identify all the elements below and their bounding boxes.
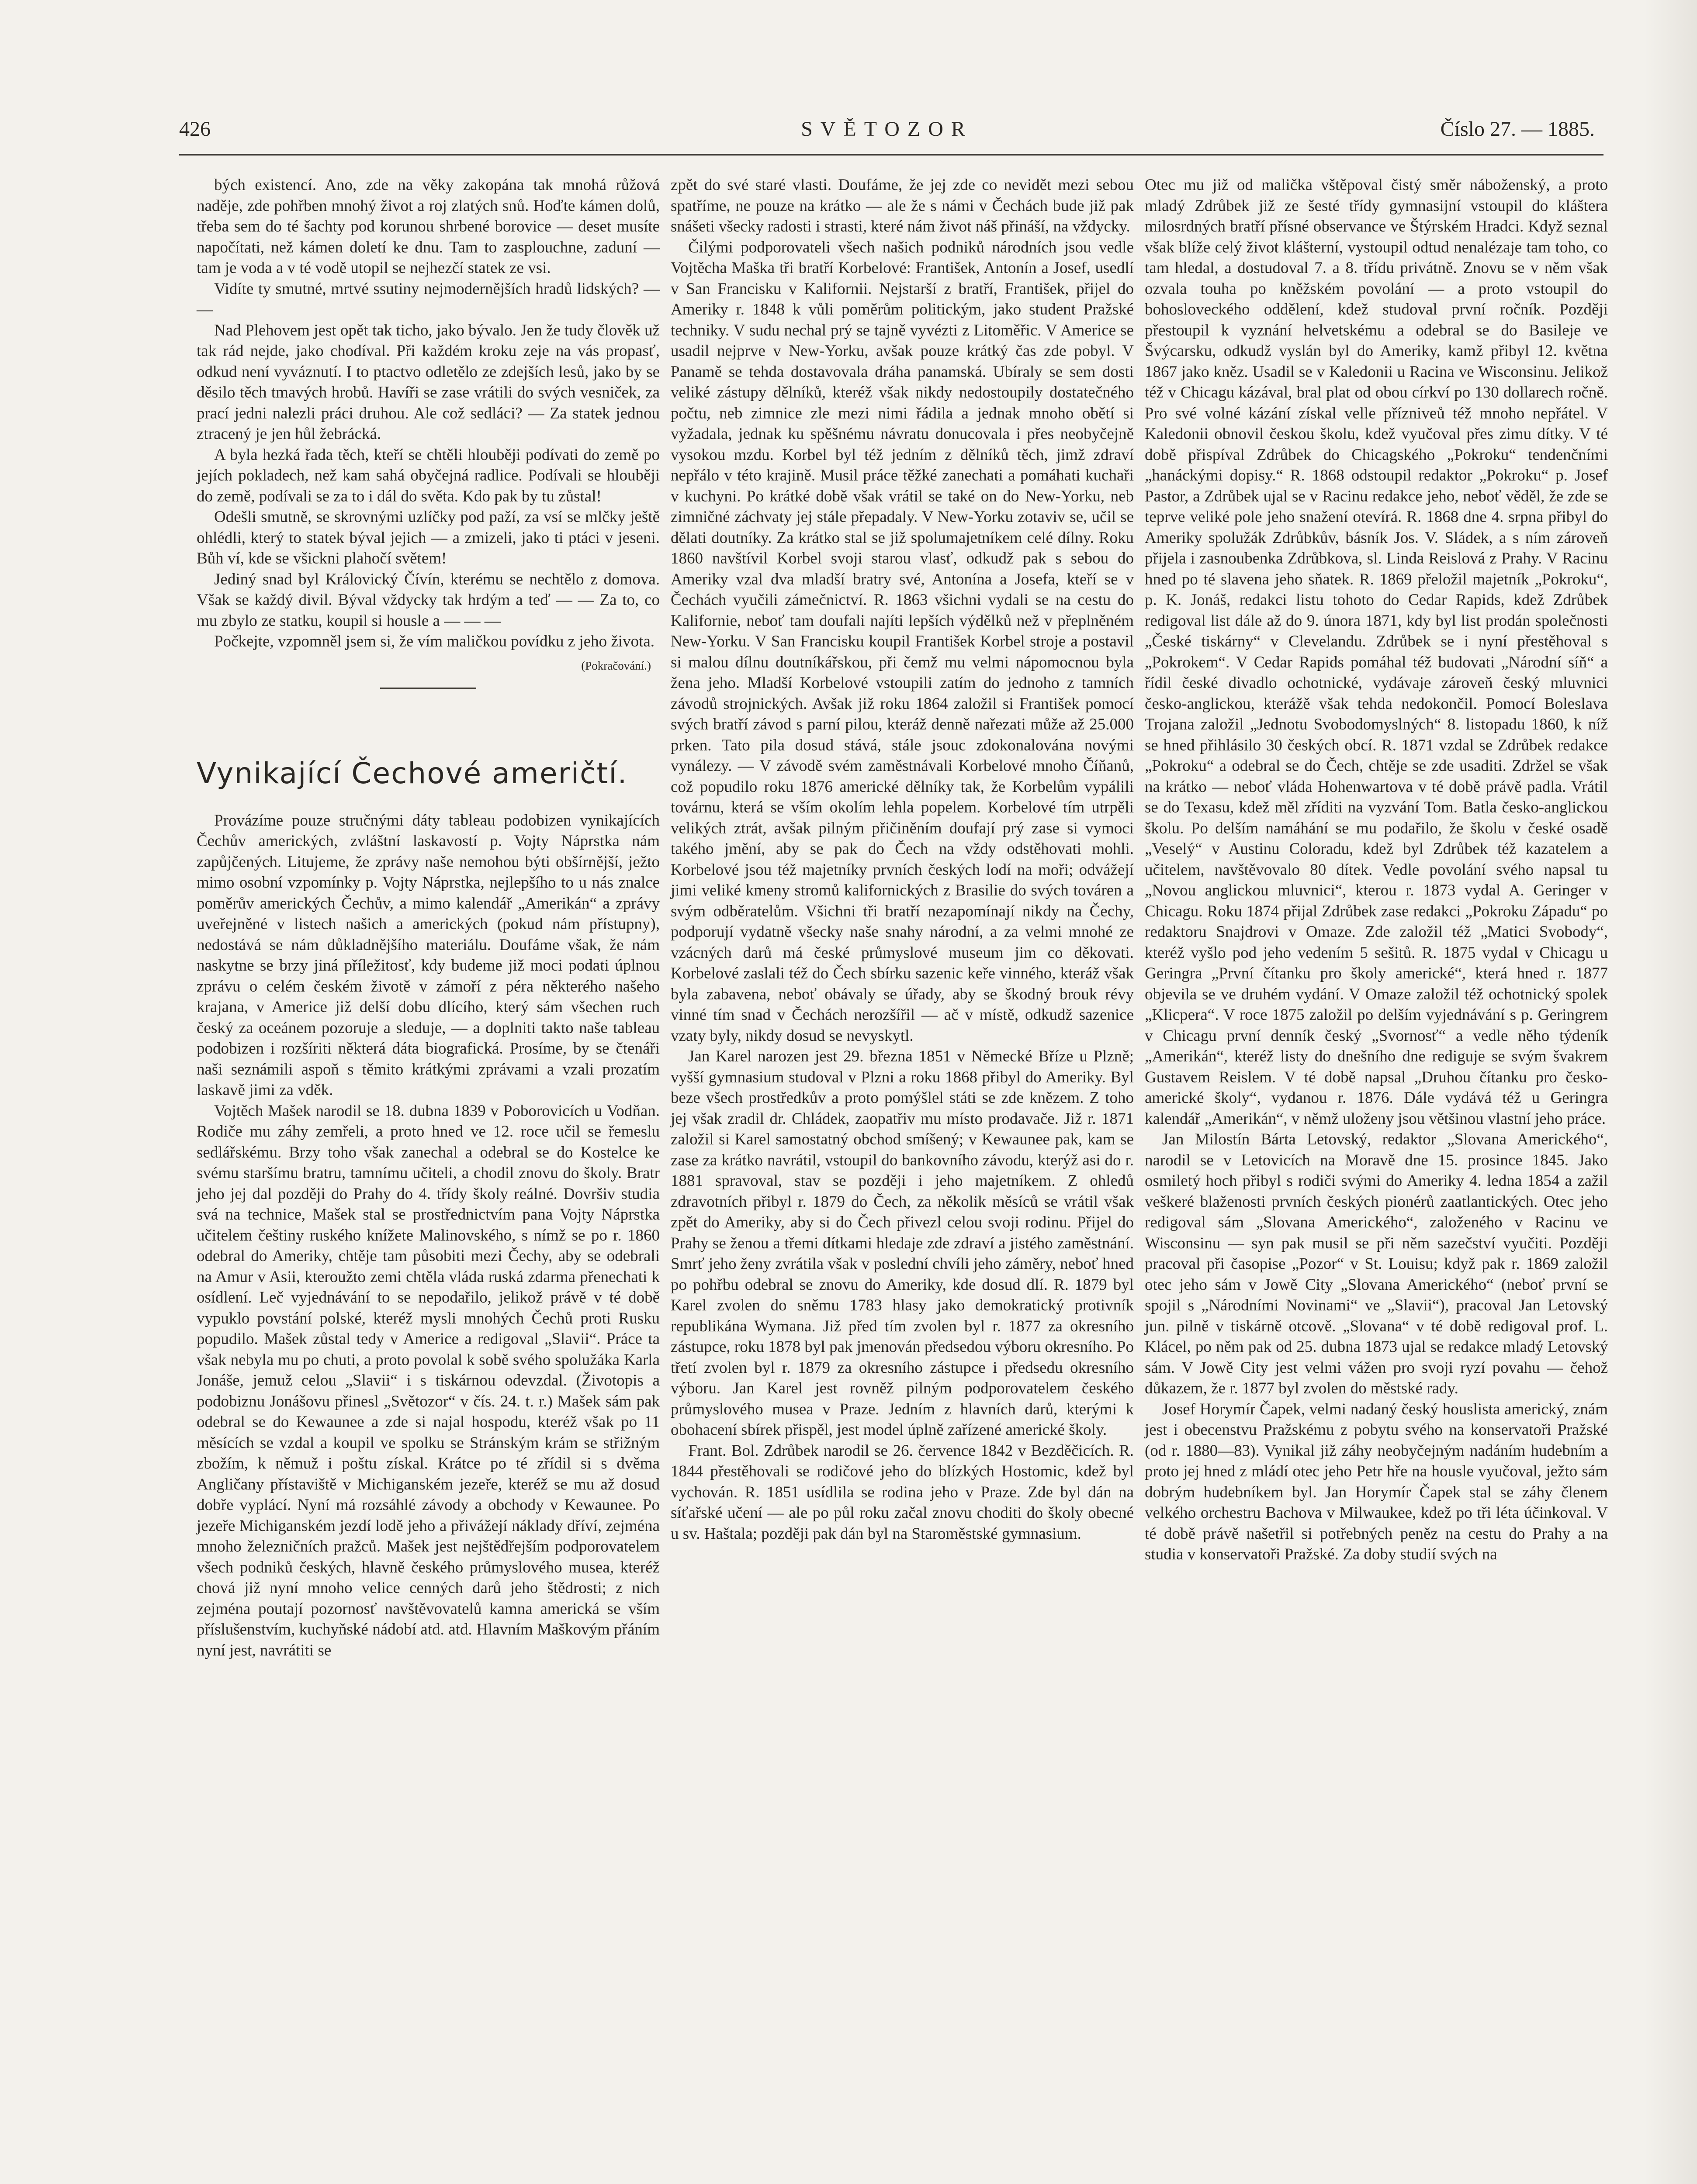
- paragraph: Frant. Bol. Zdrůbek narodil se 26. července 1842 v Bezděčicích. R. 1844 přestěhovali se rodičové jeho do blízkých Hostomic, kdež byl vychován. R. 1851 usídlila se rodina jeho v Praze. Zde byl dán na síťařské učení — ale po půl roku začal znovu choditi do školy obecné u sv. Haštala; později pak dán byl na Staroměstské gymnasium.: [671, 1441, 1134, 1543]
- continuation-note: (Pokračování.): [581, 659, 651, 672]
- paragraph: Jan Milostín Bárta Letovský, redaktor „Slovana Amerického“, narodil se v Letovicích na Moravě dne 15. prosince 1845. Jako osmiletý hoch přibyl s rodiči svými do Ameriky 4. ledna 1854 a zažil veškeré blaženosti prvních českých pionérů zaatlantických. Otec jeho redigoval sám „Slovana Amerického“, založeného v Racinu ve Wisconsinu — syn pak musil se při něm sazečství vyučiti. Později pracoval při časopise „Pozor“ v St. Louisu; když pak r. 1869 založil otec jeho sám v Jowě City „Slovana Amerického“ (neboť první se spojil s „Národními Novinami“ ve „Slavii“), pracoval Jan Letovský jun. pilně v tiskárně otcově. „Slovana“ v té době redigoval prof. L. Klácel, po něm pak od 25. dubna 1873 ujal se redakce mladý Letovský sám. V Jowě City jest velmi vážen pro svoji ryzí povahu — čehož důkazem, že r. 1877 byl zvolen do městské rady.: [1145, 1130, 1608, 1397]
- issue-number: Číslo 27. — 1885.: [1440, 117, 1595, 141]
- paragraph: Vojtěch Mašek narodil se 18. dubna 1839 v Poborovicích u Vodňan. Rodiče mu záhy zemřeli, a proto hned ve 12. roce učil se řemeslu sedlářskému. Brzy toho však zanechal a odebral se do Kostelce ke svému staršímu bratru, tamnímu učiteli, a chodil znovu do školy. Bratr jeho jej dal později do Prahy do 4. třídy školy reálné. Dovršiv studia svá na technice, Mašek stal se prostřednictvím pana Vojty Náprstka učitelem češtiny ruského knížete Malinovského, s nímž se po r. 1860 odebral do Ameriky, chtěje tam působiti mezi Čechy, aby se odebrali na Amur v Asii, kteroužto zemi chtěla vláda ruská zdarma přenechati k osídlení. Leč vyjednávání to se nepodařilo, jelikož právě v té době vypuklo povstání polské, kteréž mysli mnohých Čechů proti Rusku popudilo. Mašek zůstal tedy v Americe a redigoval „Slavii“. Práce ta však nebyla mu po chuti, a proto povolal k sobě svého spolužáka Karla Jonáše, jemuž celou „Slavii“ i s tiskárnou odevzdal. (Životopis a podobiznu Jonášovu přinesl „Světozor“ v čís. 24. t. r.) Mašek sám pak odebral se do Kewaunee a zde si najal hospodu, kteréž však po 11 měsících se vzdal a koupil ve spolku se Stránským krám se střižným zbožím, k němuž i poštu získal. Krátce po té zřídil si s dvěma Angličany přístaviště v Michiganském jezeře, kteréž se mu až dosud dobře vyplácí. Nyní má rozsáhlé závody a obchody v Kewaunee. Po jezeře Michiganském jezdí lodě jeho a přivážejí náklady dříví, zejména mnoho železničních pražců. Mašek jest nejštědřejším podporovatelem všech podniků českých, hlavně českého průmyslového musea, kteréž chová již nyní mnoho velice cenných darů jeho štědrosti; z nich zejména poutají pozornosť navštěvovatelů kamna americká se vším příslušenstvím, kuchyňské nádobí atd. atd. Hlavním Maškovým přáním nyní jest, navrátiti se: [197, 1102, 660, 1659]
- paragraph: Odešli smutně, se skrovnými uzlíčky pod paží, za vsí se mlčky ještě ohlédli, který to statek býval jejich — a zmizeli, jako ti ptáci v jeseni. Bůh ví, kde se všickni plahočí světem!: [197, 508, 660, 567]
- paragraph: Čilými podporovateli všech našich podniků národních jsou vedle Vojtěcha Maška tři bratří Korbelové: František, Antonín a Josef, usedlí v San Francisku v Kalifornii. Nejstarší z bratří, František, přijel do Ameriky r. 1848 k vůli poměrům politickým, jako student Pražské techniky. V sudu nechal prý se tajně vyvézti z Litoměřic. V Americe se usadil nejprve v New-Yorku, avšak pouze krátký čas zde pobyl. V Panamě se tehda dostavovala dráha panamská. Ubíraly se sem dosti veliké zástupy dělníků, kteréž však nikdy nedostoupily dostatečného počtu, neb zimnice zle mezi nimi řádila a jednak mnoho obětí si vyžadala, jednak ku spěšnému návratu donucovala i přes neobyčejně vysokou mzdu. Korbel byl též jedním z dělníků těch, jimž zdraví nepřálo v této krajině. Musil práce těžké zanechati a pomáhati kuchaři v kuchyni. Po krátké době však vrátil se také on do New-Yorku, neb zimničné záchvaty jej stále přepadaly. V New-Yorku zotaviv se, učil se dělati doutníky. Za krátko stal se již spolumajetníkem celé dílny. Roku 1860 navštívil Korbel svoji starou vlasť, odkudž pak s sebou do Ameriky vzal dva mladší bratry své, Antonína a Josefa, kteří se v Čechách vyučili zámečnictví. R. 1863 všichni vydali se na cestu do Kalifornie, neboť tam doufali najíti lepších výdělků než v přeplněném New-Yorku. V San Francisku koupil František Korbel stroje a postavil si malou dílnu doutníkářskou, při čemž mu velmi nápomocnou byla žena jeho. Mladší Korbelové vstoupili zatím do jednoho z tamních závodů strojnických. Avšak již roku 1864 založil si František pomocí svých bratří závod s parní pilou, kteráž denně nařezati může až 25.000 prken. Tato pila dosud stává, stále jsouc zdokonalována novými vynálezy. — V závodě svém zaměstnávali Korbelové mnoho Číňanů, což popudilo roku 1876 americké dělníky tak, že Korbelům vypálili továrnu, která se vším okolím lehla popelem. Korbelové tím utrpěli velikých ztrát, avšak pilným přičiněním doufají prý zase si vymoci takého jmění, aby se pak do Čech na vždy odstěhovati mohli. Korbelové jsou též majetníky prvních českých lodí na moři; odvážejí jimi veliké kmeny stromů kalifornických z Brasilie do svých továren a svým odběratelům. Všichni tři bratří nezapomínají nikdy na Čechy, podporují vydatně všecky naše snahy národní, a za velmi mnohé ze vzácných darů má české průmyslové museum jim co děkovati. Korbelové zaslali též do Čech sbírku sazenic keře vinného, kteráž však byla zabavena, neboť obávaly se úřady, aby se škodný brouk révy vinné tím snad v Čechách nerozšířil — ač v místě, odkudž sazenice vzaty byly, nikdy dosud se nevyskytl.: [671, 238, 1134, 1045]
- column-right: [1145, 175, 1608, 1565]
- paragraph: Otec mu již od malička vštěpoval čistý směr náboženský, a proto mladý Zdrůbek již ze šesté třídy gymnasijní vstoupil do kláštera milosrdných bratří přísné observance ve Štýrském Hradci. Když seznal však blíže celý život klášterní, vystoupil odtud nenalézaje tam toho, co tam hledal, a dostudoval 7. a 8. třídu privátně. Znovu se v něm však ozvala touha po kněžském povolání — a proto vstoupil do bohosloveckého oddělení, kdež studoval první ročník. Později přestoupil k vyznání helvetskému a odebral se do Basileje ve Švýcarsku, odkudž vyslán byl do Ameriky, kamž přibyl 12. května 1867 jako kněz. Usadil se v Kaledonii u Racina ve Wisconsinu. Jelikož též v Chicagu kázával, bral plat od obou církví po 130 dollarech ročně. Pro své volné kázání získal velle přízniveů též mnoho nepřátel. V Kaledonii obnovil českou školu, kdež vyučoval přes zimu dítky. V té době přispíval Zdrůbek do Chicagského „Pokroku“ tendenčními „hanáckými dopisy.“ R. 1868 odstoupil redaktor „Pokroku“ p. Josef Pastor, a Zdrůbek ujal se v Racinu redakce jeho, neboť věděl, že zde se teprve veliké pole jeho snažení otevírá. R. 1868 dne 4. srpna přibyl do Ameriky spolužák Zdrůbkův, básník Jos. V. Sládek, a s ním zároveň přijela i zasnoubenka Zdrůbkova, sl. Linda Reislová z Prahy. V Racinu hned po té slavena jeho sňatek. R. 1869 přeložil majetník „Pokroku“, p. K. Jonáš, redakci listu tohoto do Cedar Rapids, kdež Zdrůbek redigoval list dále až do 9. února 1871, kdy byl list prodán společnosti „České tiskárny“ v Clevelandu. Zdrůbek se i nyní přestěhoval s „Pokrokem“. V Cedar Rapids pomáhal též budovati „Národní síň“ a řídil české divadlo ochotnické, vydávaje zároveň český mluvnici česko-anglickou, kterážě však tehda nedokončil. Pomocí Boleslava Trojana založil „Jednotu Svobodomyslných“ 8. listopadu 1860, k níž se hned přihlásilo 30 českých obcí. R. 1871 vzdal se Zdrůbek redakce „Pokroku“ a odebral se do Čech, chtěje se zde usaditi. Zdržel se však na krátko — neboť vláda Hohenwartova v té době právě padla. Vrátil se do Texasu, kdež měl zříditi na vyzvání Tom. Batla česko-anglickou školu. Po delším namáhání se mu podařilo, že školu v české osadě „Veselý“ v Austinu Coloradu, kdež byl Zdrůbek též kazatelem a učitelem, navštěvovalo 80 dítek. Vedle povolání svého napsal tu „Novou anglickou mluvnici“, kterou r. 1873 vydal A. Geringer v Chicagu. Roku 1874 přijal Zdrůbek zase redakci „Pokroku Západu“ po redaktoru Snajdrovi v Omaze. Zde založil též „Matici Svobody“, kteréž vyšlo pod jeho vedením 5 sešitů. R. 1875 vydal v Chicagu u Geringra „První čítanku pro školy americké“, která hned r. 1877 objevila se ve druhém vydání. V Omaze založil též ochotnický spolek „Klicpera“. V roce 1875 založil po delším vyjednávání s p. Geringrem v Chicagu první denník český „Svornosť“ a vedle něho týdeník „Amerikán“, kteréž listy do dnešního dne rediguje se svým švakrem Gustavem Reislem. V té době napsal „Druhou čítanku pro česko-americké školy“, vydanou r. 1876. Dále vydává též u Geringra kalendář „Amerikán“, v němž uloženy jsou většinou vlastní jeho práce.: [1145, 176, 1608, 1128]
- column-left: [197, 175, 660, 1661]
- paragraph: Počkejte, vzpomněl jsem si, že vím maličkou povídku z jeho života.: [214, 632, 655, 650]
- column-middle: [671, 175, 1134, 1544]
- paragraph: Josef Horymír Čapek, velmi nadaný český houslista americký, znám jest i obecenstvu Pražskému z pobytu svého na konservatoři Pražské (od r. 1880—83). Vynikal již záhy neobyčejným nadáním hudebním a proto jej hned z mládí otec jeho Petr hře na housle vyučoval, ježto sám dobrým hudebníkem byl. Jan Horymír Čapek stal se záhy členem velkého orchestru Bachova v Milwaukee, kdež po tři léta účinkoval. V té době právě našetřil si potřebných peněz na cestu do Prahy a na studia v konservatoři Pražské. Za doby studií svých na: [1145, 1400, 1608, 1563]
- paragraph: zpět do své staré vlasti. Doufáme, že jej zde co nevidět mezi sebou spatříme, ne pouze na krátko — ale že s námi v Čechách bude již pak snášeti všecky radosti i strasti, které nám život náš přináší, na vždycky.: [671, 176, 1134, 235]
- journal-title: SVĚTOZOR: [801, 117, 973, 141]
- paragraph: Nad Plehovem jest opět tak ticho, jako bývalo. Jen že tudy člověk už tak rád nejde, jako chodíval. Při každém kroku zeje na vás propasť, odkud není vyváznutí. I to ptactvo odletělo ze zdejších lesů, jako by se děsilo těch tmavých hrobů. Havíři se zase vrátili do svých vesniček, za prací jedni nalezli práci druhou. Ale což sedláci? — Za statek jednou ztracený je jen hůl žebrácká.: [197, 321, 660, 443]
- paragraph: A byla hezká řada těch, kteří se chtěli hlouběji podívati do země po jejích pokladech, než kam sahá obyčejná radlice. Podívali se hlouběji do země, podívali se za to i dál do světa. Kdo pak by tu zůstal!: [197, 446, 660, 505]
- paragraph: Jediný snad byl Královický Čívín, kterému se nechtělo z domova. Však se každý divil. Býval vždycky tak hrdým a teď — — Za to, co mu zbylo ze statku, koupil si housle a — — —: [197, 570, 660, 630]
- paragraph: Jan Karel narozen jest 29. března 1851 v Německé Bříze u Plzně; vyšší gymnasium studoval v Plzni a roku 1868 přibyl do Ameriky. Byl beze všech prostředkův a proto pomýšlel státi se zde knězem. Z toho jej však zradil dr. Chládek, zaopatřiv mu místo prodavače. Již r. 1871 založil si Karel samostatný obchod smíšený; v Kewaunee pak, kam se zase za krátko navrátil, vstoupil do bankovního závodu, kterýž asi do r. 1881 spravoval, stav se později i jeho majetníkem. Z ohledů zdravotních přibyl r. 1879 do Čech, za několik měsíců se vrátil však zpět do Ameriky, aby si do Čech přivezl celou svoji rodinu. Přijel do Prahy se ženou a třemi dítkami hledaje zde zdraví a jistého zaměstnání. Smrť jeho ženy zvrátila však v poslední chvíli jeho záměry, neboť hned po pohřbu odebral se znovu do Ameriky, kde dosud dlí. R. 1879 byl Karel zvolen do sněmu 1783 hlasy jako demokratický protivník republikána Wymana. Již před tím zvolen byl r. 1877 za okresního zástupce, roku 1878 byl pak jmenován předsedou výboru okresního. Po třetí zvolen byl r. 1879 za okresního zástupce i předsedu okresního výboru. Jan Karel jest rovněž pilným podporovatelem českého průmyslového musea v Praze. Jedním z hlavních darů, kterými k obohacení sbírek přispěl, jest model úplně zařízené americké školy.: [671, 1047, 1134, 1439]
- section-divider: [380, 688, 476, 689]
- page-header: [179, 117, 1595, 152]
- page-edge: [1645, 0, 1697, 2184]
- section-title: Vynikající Čechové američtí.: [197, 757, 628, 790]
- paragraph: Provázíme pouze stručnými dáty tableau podobizen vynikajících Čechův amerických, zvláštní laskavostí p. Vojty Náprstka nám zapůjčených. Litujeme, že zprávy naše nemohou býti obšírnější, ježto mimo osobní vzpomínky p. Vojty Náprstka, nejlepšího to u nás znalce poměrův amerických Čechův, a mimo kalendář „Amerikán“ a zprávy uveřejněné v listech našich a amerických (pokud nám přístupny), nedostává se nám důkladnějšího materiálu. Doufáme však, že nám naskytne se brzy jiná příležitosť, kdy budeme již moci podati úplnou zprávu o celém českém životě v zámoří z péra některého našeho krajana, v Americe již delší dobu dlícího, který sám všechen ruch český za oceánem pozoruje a sleduje, — a doplniti takto naše tableau podobizen i rozšíriti některá dáta biografická. Prosíme, by se čtenáři naši seznámili aspoň s těmito krátkými zprávami a vzali prozatím laskavě jimi za vděk.: [197, 811, 660, 1099]
- paragraph: bých existencí. Ano, zde na věky zakopána tak mnohá růžová naděje, zde pohřben mnohý život a roj zlatých snů. Hoďte kámen dolů, třeba sem do té šachty pod korunou shrbené borovice — deset musíte napočítati, než kámen doletí ke dnu. Tam to zasplouchne, zaduní — tam je voda a v té vodě utopil se nejhezčí statek ze vsi.: [197, 176, 660, 277]
- paragraph: Vidíte ty smutné, mrtvé ssutiny nejmodernějších hradů lidských? — —: [197, 280, 660, 318]
- header-rule: [179, 154, 1603, 156]
- page-number: 426: [179, 117, 211, 141]
